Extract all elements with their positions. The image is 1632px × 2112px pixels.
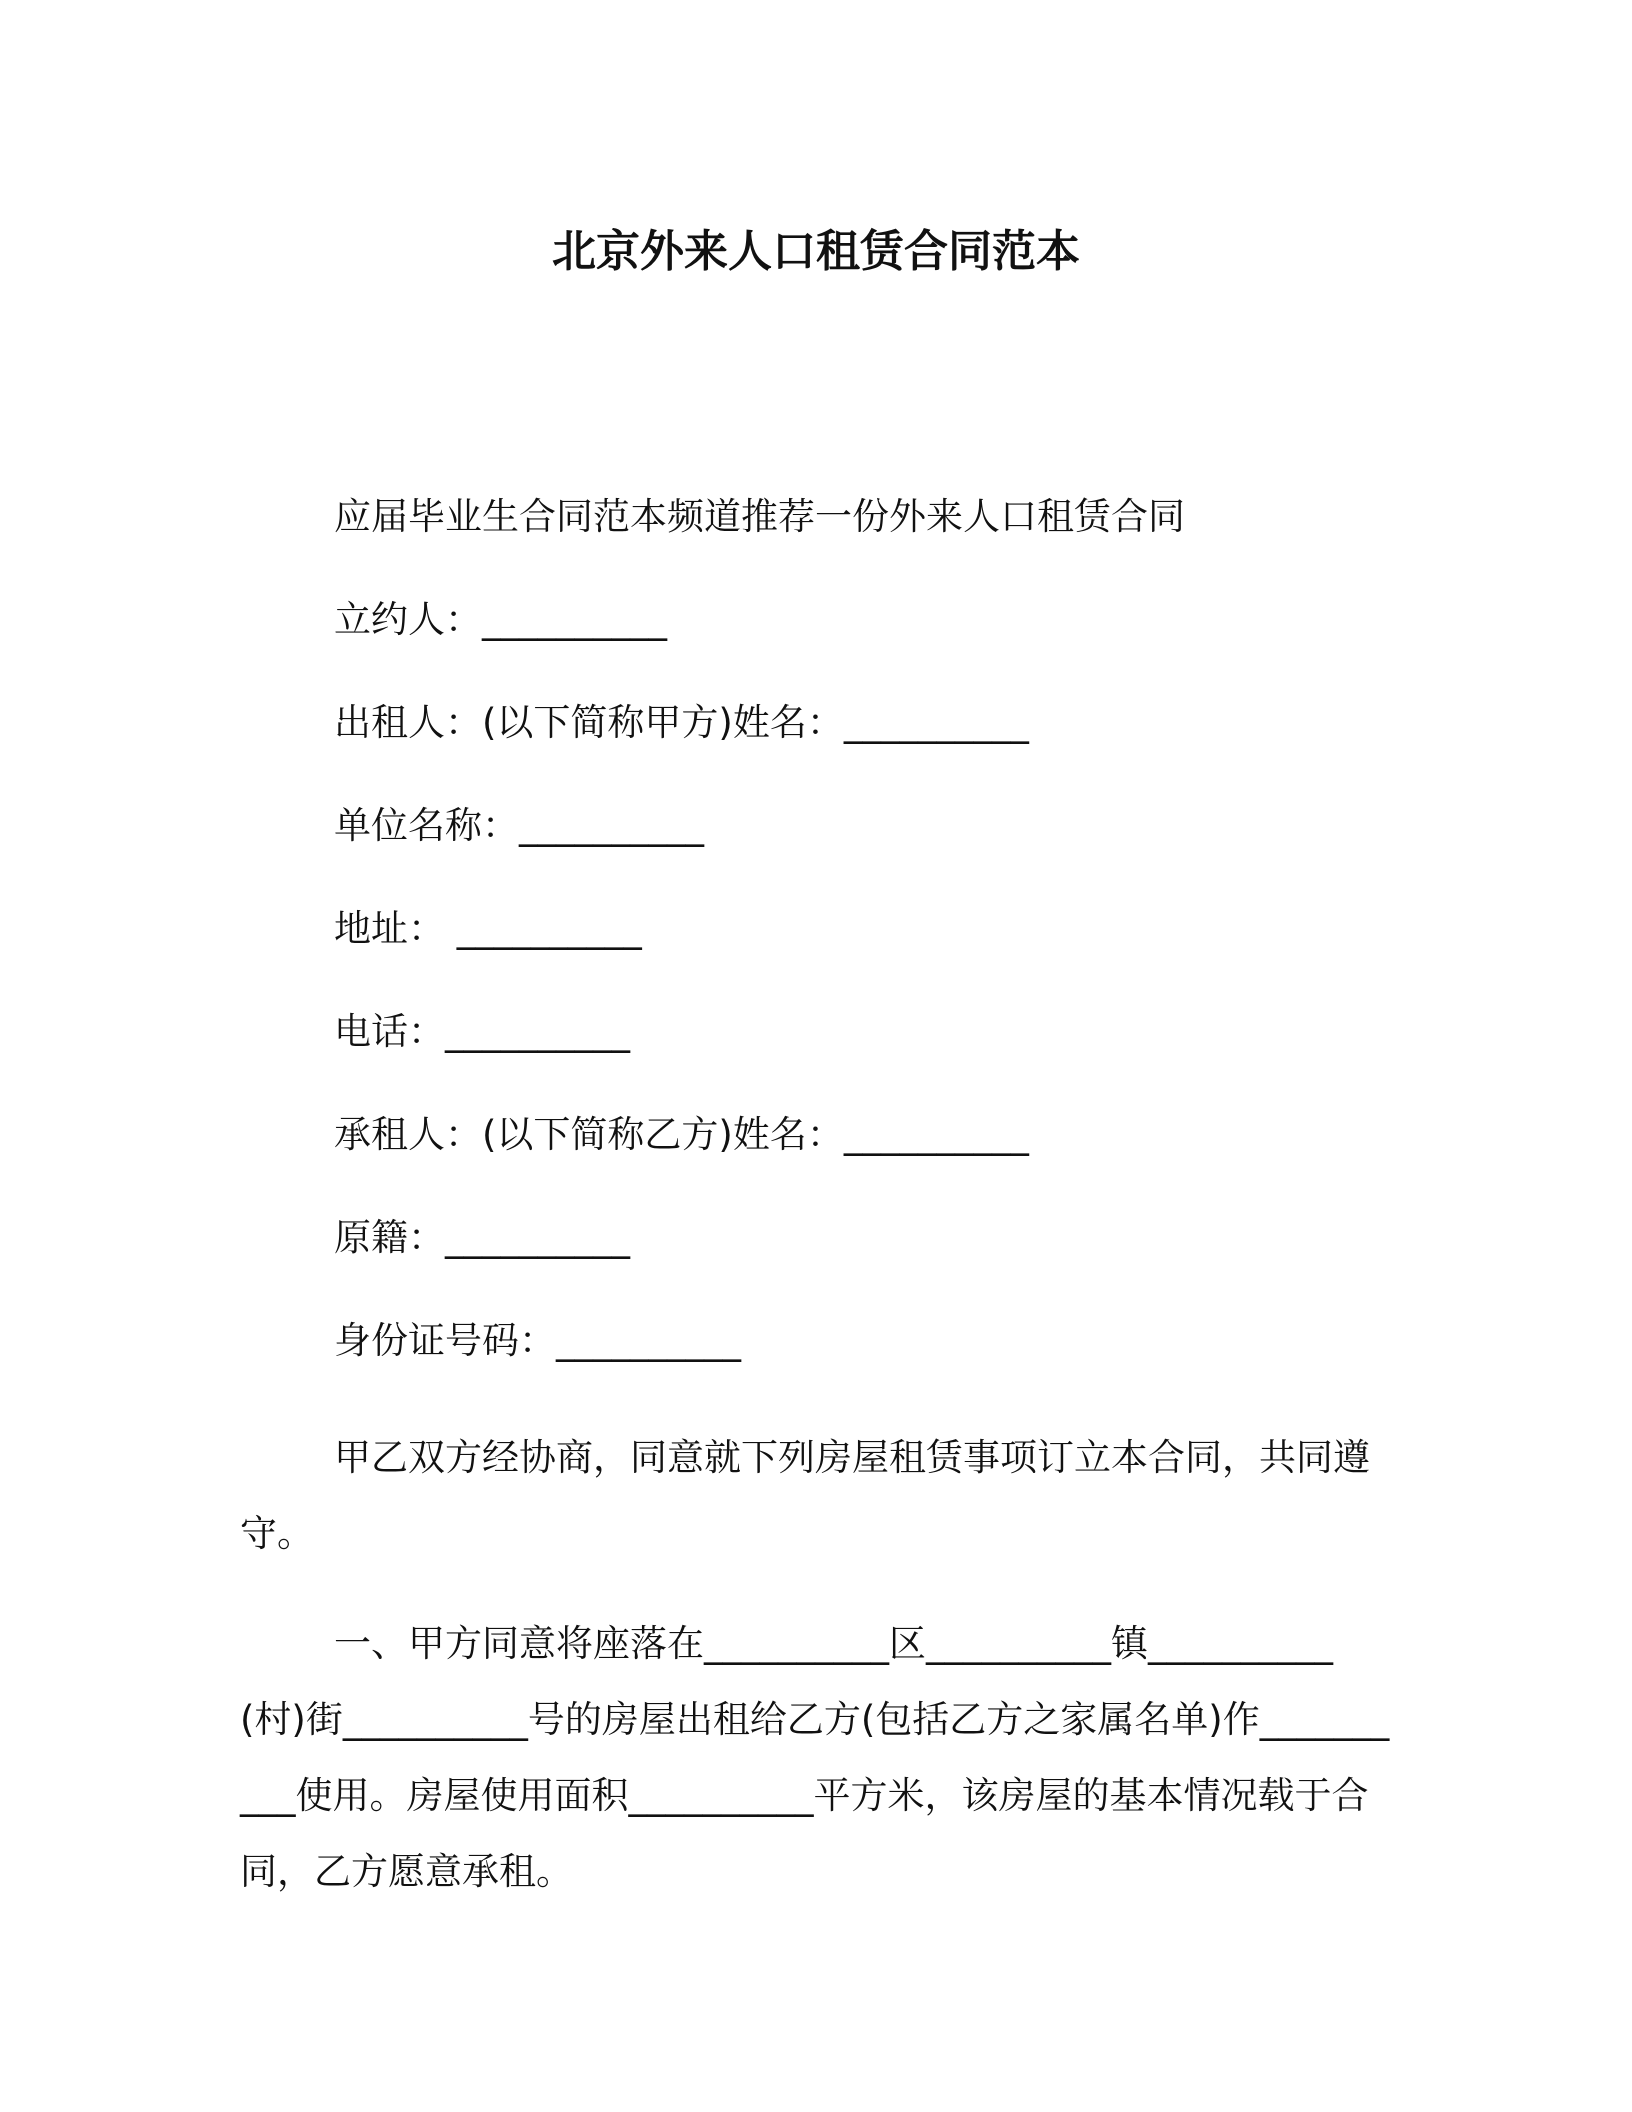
party-field: 立约人：__________ xyxy=(334,598,667,641)
document-title: 北京外来人口租赁合同范本 xyxy=(552,226,1080,277)
clause-1-paragraph: 一、甲方同意将座落在__________区__________镇__________(村)街__________号的房屋出租给乙方(包括乙方之家属名单)作__________使用。房屋使用面积__________平方米，该房屋的基本情况载于合同，乙方愿意承租。 xyxy=(240,1622,1390,1893)
address-field: 地址： __________ xyxy=(334,907,642,950)
id-number-field: 身份证号码：__________ xyxy=(334,1319,741,1362)
lessor-field: 出租人：(以下简称甲方)姓名：__________ xyxy=(334,701,1029,744)
phone-field: 电话：__________ xyxy=(334,1010,630,1053)
intro-line: 应届毕业生合同范本频道推荐一份外来人口租赁合同 xyxy=(334,495,1185,538)
lessee-field: 承租人：(以下简称乙方)姓名：__________ xyxy=(334,1113,1029,1156)
agreement-paragraph: 甲乙双方经协商，同意就下列房屋租赁事项订立本合同，共同遵守。 xyxy=(240,1436,1370,1555)
origin-field: 原籍：__________ xyxy=(334,1216,630,1259)
unit-name-field: 单位名称：__________ xyxy=(334,804,704,847)
